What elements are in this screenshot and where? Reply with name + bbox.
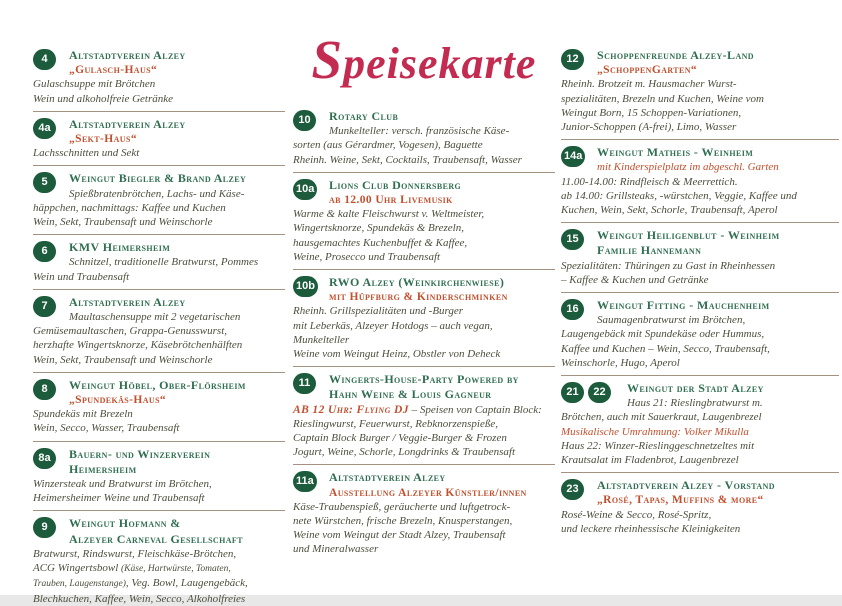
description-text: Captain Block Burger / Veggie-Burger & Frozen <box>293 432 507 445</box>
menu-entry <box>561 228 839 293</box>
entry-divider <box>33 372 285 373</box>
header-text: Altstadtverein Alzey <box>69 294 186 309</box>
entry-header <box>329 470 555 499</box>
header-text: Weingut der Stadt Alzey <box>627 381 764 396</box>
header-text: Altstadtverein Alzey - Vorstand <box>597 478 775 493</box>
header-text: Hahn Weine & Louis Gagneur <box>329 387 492 402</box>
description-text: hausgemachtes Kuchenbuffet & Kaffee, <box>293 236 468 249</box>
header-text: „Gulasch-Haus“ <box>69 64 158 77</box>
menu-entry <box>561 298 839 376</box>
entry-header <box>69 117 285 146</box>
entry-header <box>69 240 285 269</box>
stand-number-badge-group <box>293 471 321 492</box>
entry-divider <box>561 222 839 223</box>
entry-header <box>329 275 555 304</box>
stand-number-badge-group <box>33 379 60 400</box>
entry-divider <box>561 375 839 376</box>
entry-description <box>561 259 839 287</box>
header-text: Wingerts-House-Party Powered by <box>329 372 519 387</box>
entry-description <box>33 324 285 367</box>
description-text: ACG Wingertsbowl <box>33 562 122 575</box>
stand-number-badge: 23 <box>561 479 584 500</box>
header-text: „SchoppenGarten“ <box>597 64 698 77</box>
stand-number-badge-group <box>561 382 615 403</box>
entry-divider <box>293 172 555 173</box>
description-text: Wein, Sekt, Traubensaft und Weinschorle <box>33 216 213 229</box>
stand-number-badge-group <box>33 296 60 317</box>
page-title: Speisekarte <box>311 29 537 90</box>
entry-description <box>33 477 285 505</box>
header-text: KMV Heimersheim <box>69 240 171 255</box>
menu-entry <box>293 109 555 173</box>
column-1 <box>33 48 285 606</box>
header-text: Saumagenbratwurst im Brötchen, <box>597 314 746 327</box>
stand-number-badge: 8a <box>33 448 56 469</box>
stand-number-badge: 10 <box>293 110 316 131</box>
stand-number-badge: 7 <box>33 296 56 317</box>
entry-header <box>329 372 555 402</box>
menu-entry <box>293 178 555 270</box>
entry-header <box>329 109 555 138</box>
stand-number-badge-group <box>293 276 322 297</box>
description-text: nete Würstchen, frische Brezeln, Knusperstangen, <box>293 515 513 528</box>
entry-header <box>69 447 285 477</box>
entry-description <box>33 547 285 606</box>
entry-description <box>293 304 555 361</box>
description-text: Rieslingwurst, Feuerwurst, Rebknorzenspieße, <box>293 417 499 430</box>
description-text: Weine vom Weingut der Stadt Alzey, Traubensaft <box>293 529 506 542</box>
description-text: Rosé-Weine & Secco, Rosé-Spritz, <box>561 508 712 521</box>
header-text: Familie Hannemann <box>597 243 702 258</box>
stand-number-badge: 10a <box>293 179 317 200</box>
header-text: mit Kinderspielplatz im abgeschl. Garten <box>597 161 779 174</box>
entry-divider <box>33 441 285 442</box>
menu-entry <box>33 171 285 235</box>
menu-entry <box>293 275 555 367</box>
description-text: Jogurt, Weine, Schorle, Longdrinks & Traubensaft <box>293 446 516 459</box>
header-text: ab 12.00 Uhr Livemusik <box>329 194 453 207</box>
header-text: Altstadtverein Alzey <box>329 470 446 485</box>
menu-entry <box>561 145 839 223</box>
entry-header <box>597 228 839 258</box>
description-text: Weine vom Weingut Heinz, Obstler von Deheck <box>293 348 501 361</box>
entry-divider <box>561 292 839 293</box>
entry-description <box>33 407 285 435</box>
stand-number-badge: 22 <box>588 382 611 403</box>
description-text: Gulaschsuppe mit Brötchen <box>33 78 156 91</box>
entry-header <box>597 478 839 507</box>
header-text: Schnitzel, traditionelle Bratwurst, Pommes <box>69 256 259 269</box>
stand-number-badge: 9 <box>33 517 56 538</box>
description-text: (Käse, Hartwürste, Tomaten, <box>121 564 231 575</box>
description-text: Käse-Traubenspieß, geräucherte und luftgetrock- <box>293 500 511 513</box>
description-text: Wein, Sekt, Traubensaft und Weinschorle <box>33 353 213 366</box>
stand-number-badge-group <box>33 172 60 193</box>
description-text: und Mineralwasser <box>293 543 379 556</box>
stand-number-badge: 6 <box>33 241 56 262</box>
description-text: Wingertsknorze, Spundekäs & Brezeln, <box>293 222 464 235</box>
entry-header <box>627 381 839 410</box>
header-text: Schoppenfreunde Alzey-Land <box>597 48 754 62</box>
stand-number-badge: 8 <box>33 379 56 400</box>
description-text: – Kaffee & Kuchen und Getränke <box>561 273 709 286</box>
stand-number-badge-group <box>33 118 60 139</box>
stand-number-badge: 15 <box>561 229 584 250</box>
entry-description <box>293 138 555 166</box>
stand-number-badge-group <box>561 49 588 70</box>
description-text: Winzersteak und Bratwurst im Brötchen, <box>33 478 212 491</box>
description-text: häppchen, nachmittags: Kaffee und Kuchen <box>33 201 226 214</box>
description-text: Krautsalat im Fladenbrot, Laugenbrezel <box>561 454 739 467</box>
header-text: Maultaschensuppe mit 2 vegetarischen <box>69 311 241 324</box>
stand-number-badge-group <box>33 241 60 262</box>
entry-description <box>33 201 285 229</box>
entry-description <box>293 500 555 557</box>
description-text: Wein, Secco, Wasser, Traubensaft <box>33 422 180 435</box>
description-text: herzhafte Wingertsknorze, Käsebrötchenhälften <box>33 339 243 352</box>
description-text: Blechkuchen, Kaffee, Wein, Secco, Alkoholfreies <box>33 592 246 605</box>
description-text: Rheinh. Brotzeit m. Hausmacher Wurst- <box>561 78 737 91</box>
description-text: Trauben, Laugenstange) <box>33 579 126 590</box>
entry-header <box>597 145 839 174</box>
entry-divider <box>293 269 555 270</box>
description-text: Weingut Born, 15 Schoppen-Variationen, <box>561 106 742 119</box>
stand-number-badge: 10b <box>293 276 318 297</box>
entry-header <box>69 516 285 546</box>
description-text: Heimersheimer Weine und Traubensaft <box>33 492 205 505</box>
description-text: Kaffee und Kuchen – Wein, Secco, Traubensaft, <box>561 342 770 355</box>
stand-number-badge-group <box>561 299 588 320</box>
column-3 <box>561 48 839 536</box>
description-text: – Speisen von Captain Block: <box>408 403 542 416</box>
entry-header <box>597 48 839 77</box>
menu-entry <box>561 381 839 473</box>
stand-number-badge: 14a <box>561 146 585 167</box>
description-text: Rheinh. Weine, Sekt, Cocktails, Traubensaft, Wasser <box>293 153 522 166</box>
entry-divider <box>33 165 285 166</box>
description-text: Warme & kalte Fleischwurst v. Weltmeister, <box>293 208 485 221</box>
stand-number-badge-group <box>33 49 60 70</box>
description-text: Weine, Prosecco und Traubensaft <box>293 250 441 263</box>
entry-header <box>329 178 555 207</box>
entry-description <box>33 270 285 284</box>
description-text: , Veg. Bowl, Laugengebäck, <box>125 577 248 590</box>
header-text: Spießbratenbrötchen, Lachs- und Käse- <box>69 187 245 200</box>
entry-description <box>293 403 555 460</box>
entry-header <box>69 295 285 324</box>
entry-description <box>561 77 839 134</box>
entry-description <box>293 207 555 264</box>
description-text: Wein und alkoholfreie Getränke <box>33 92 174 105</box>
header-text: Weingut Fitting - Mauchenheim <box>597 298 770 313</box>
header-text: Munkelteller: versch. französische Käse- <box>329 125 510 138</box>
header-text: „Spundekäs-Haus“ <box>69 394 167 407</box>
header-text: Ausstellung Alzeyer Künstler/innen <box>329 486 527 499</box>
stand-number-badge-group <box>33 448 60 469</box>
stand-number-badge: 11 <box>293 373 316 394</box>
description-text: Musikalische Umrahmung: Volker Mikulla <box>561 425 749 438</box>
header-text: Altstadtverein Alzey <box>69 116 186 131</box>
description-text: Spezialitäten: Thüringen zu Gast in Rheinhessen <box>561 259 776 272</box>
header-text: RWO Alzey (Weinkirchenwiese) <box>329 275 505 290</box>
header-text: Lions Club Donnersberg <box>329 177 462 192</box>
stand-number-badge-group <box>561 479 588 500</box>
description-text: Munkelteller <box>293 333 350 346</box>
menu-entry <box>33 240 285 290</box>
stand-number-badge-group <box>561 229 588 250</box>
entry-divider <box>33 111 285 112</box>
entry-header <box>69 378 285 407</box>
description-text: Haus 22: Winzer-Rieslinggeschnetzeltes mit <box>561 439 755 452</box>
column-2 <box>293 28 555 557</box>
header-text: Weingut Hofmann & <box>69 516 181 531</box>
description-text: Lachsschnitten und Sekt <box>33 147 140 160</box>
description-text: Spundekäs mit Brezeln <box>33 408 133 421</box>
stand-number-badge-group <box>293 373 320 394</box>
stand-number-badge-group <box>293 110 320 131</box>
menu-entry <box>293 470 555 556</box>
stand-number-badge: 11a <box>293 471 317 492</box>
header-text: Heimersheim <box>69 461 137 476</box>
entry-divider <box>293 464 555 465</box>
description-text: sorten (aus Gérardmer, Vogesen), Baguette <box>293 139 483 152</box>
header-text: Weingut Höbel, Ober-Flörsheim <box>69 377 246 392</box>
stand-number-badge-group <box>33 517 60 538</box>
entry-description <box>33 77 285 105</box>
header-text: Rotary Club <box>329 109 399 123</box>
stand-number-badge: 16 <box>561 299 584 320</box>
stand-number-badge: 5 <box>33 172 56 193</box>
entry-description <box>561 508 839 536</box>
entry-divider <box>33 510 285 511</box>
stand-number-badge: 21 <box>561 382 584 403</box>
description-text: Junior-Schoppen (A-frei), Limo, Wasser <box>561 121 737 134</box>
header-text: Bauern- und Winzerverein <box>69 446 211 461</box>
description-text: Kuchen, Wein, Sekt, Schorle, Traubensaft, Aperol <box>561 204 778 217</box>
entry-header <box>597 298 839 327</box>
description-text: Laugengebäck mit Spundekäse oder Hummus, <box>561 328 765 341</box>
stand-number-badge: 12 <box>561 49 584 70</box>
description-text: 11.00-14.00: Rindfleisch & Meerrettich. <box>561 175 738 188</box>
menu-entry <box>33 447 285 512</box>
header-text: Weingut Heiligenblut - Weinheim <box>597 228 780 243</box>
entry-header <box>69 48 285 77</box>
entry-description <box>561 327 839 370</box>
menu-entry <box>33 48 285 112</box>
entry-description <box>33 146 285 160</box>
stand-number-badge-group <box>561 146 589 167</box>
header-text: „Rosé, Tapas, Muffins & more“ <box>597 494 764 507</box>
header-text: Weingut Matheis - Weinheim <box>597 145 754 160</box>
stand-number-badge: 4 <box>33 49 56 70</box>
menu-entry <box>293 372 555 465</box>
description-text: AB 12 Uhr: Flying DJ <box>293 403 409 416</box>
header-text: mit Hüpfburg & Kinderschminken <box>329 291 508 304</box>
description-text: Wein und Traubensaft <box>33 270 130 283</box>
description-text: und leckere rheinhessische Kleinigkeiten <box>561 522 741 535</box>
description-text: Bratwurst, Rindswurst, Fleischkäse-Brötchen, <box>33 547 237 560</box>
description-text: spezialitäten, Brezeln und Kuchen, Weine vom <box>561 92 764 105</box>
description-text: Weinschorle, Hugo, Aperol <box>561 356 680 369</box>
description-text: Rheinh. Grillspezialitäten und -Burger <box>293 305 464 318</box>
entry-description <box>561 410 839 467</box>
menu-entry <box>33 516 285 605</box>
header-text: Altstadtverein Alzey <box>69 48 186 62</box>
stand-number-badge-group <box>293 179 321 200</box>
header-text: „Sekt-Haus“ <box>69 133 137 146</box>
menu-entry <box>33 295 285 373</box>
entry-header <box>69 171 285 200</box>
header-text: Alzeyer Carneval Gesellschaft <box>69 531 243 546</box>
description-text: Brötchen, auch mit Sauerkraut, Laugenbrezel <box>561 411 762 424</box>
description-text: mit Leberkäs, Alzeyer Hotdogs – auch vegan, <box>293 319 493 332</box>
entry-divider <box>33 234 285 235</box>
menu-entry <box>33 117 285 167</box>
entry-divider <box>561 139 839 140</box>
description-text: ab 14.00: Grillsteaks, -würstchen, Veggie, Kaffee und <box>561 189 797 202</box>
entry-divider <box>561 472 839 473</box>
entry-divider <box>33 289 285 290</box>
entry-description <box>561 175 839 218</box>
menu-entry <box>33 378 285 442</box>
stand-number-badge: 4a <box>33 118 56 139</box>
menu-entry <box>561 48 839 140</box>
description-text: Gemüsemaultaschen, Grappa-Genusswurst, <box>33 325 228 338</box>
entry-divider <box>293 366 555 367</box>
menu-entry <box>561 478 839 536</box>
header-text: Haus 21: Rieslingbratwurst m. <box>627 397 763 410</box>
header-text: Weingut Biegler & Brand Alzey <box>69 171 247 186</box>
